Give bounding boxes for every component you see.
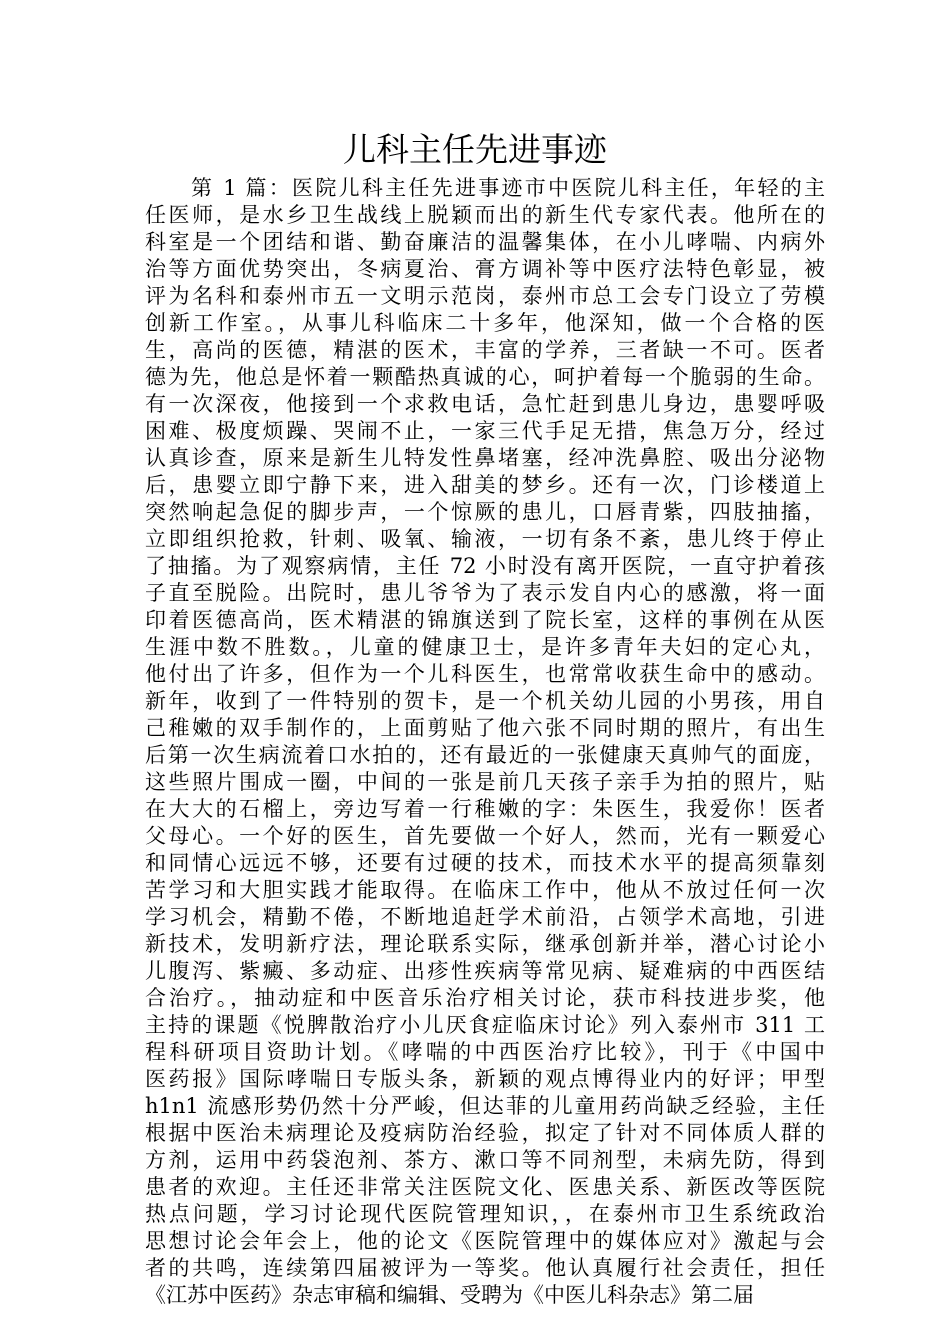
body-line: 方剂，运用中药袋泡剂、茶方、漱口等不同剂型，未病先防，得到 — [145, 1148, 825, 1172]
body-line: 主持的课题《悦脾散治疗小儿厌食症临床讨论》列入泰州市 311 工 — [145, 1013, 825, 1037]
body-line: 患者的欢迎。主任还非常关注医院文化、医患关系、新医改等医院 — [145, 1175, 825, 1199]
body-line: 印着医德高尚，医术精湛的锦旗送到了院长室，这样的事例在从医 — [145, 608, 825, 632]
body-line: 后第一次生病流着口水拍的，还有最近的一张健康天真帅气的面庞， — [145, 743, 825, 767]
body-line: 根据中医治未病理论及疫病防治经验，拟定了针对不同体质人群的 — [145, 1121, 825, 1145]
body-line: 他付出了许多，但作为一个儿科医生，也常常收获生命中的感动。 — [145, 662, 825, 686]
body-line: 思想讨论会年会上，他的论文《医院管理中的媒体应对》激起与会 — [145, 1229, 825, 1253]
document-title: 儿科主任先进事迹 — [343, 130, 607, 169]
body-line: 在大大的石榴上，旁边写着一行稚嫩的字：朱医生，我爱你！医者 — [145, 797, 825, 821]
body-line: h1n1 流感形势仍然十分严峻，但达菲的儿童用药尚缺乏经验，主任 — [145, 1094, 825, 1118]
body-line: 有一次深夜，他接到一个求救电话，急忙赶到患儿身边，患婴呼吸 — [145, 392, 825, 416]
body-line: 儿腹泻、紫癜、多动症、出疹性疾病等常见病、疑难病的中西医结 — [145, 959, 825, 983]
body-line: 认真诊查，原来是新生儿特发性鼻堵塞，经冲洗鼻腔、吸出分泌物 — [145, 446, 825, 470]
body-line: 父母心。一个好的医生，首先要做一个好人，然而，光有一颗爱心 — [145, 824, 825, 848]
body-line: 德为先，他总是怀着一颗酷热真诚的心，呵护着每一个脆弱的生命。 — [145, 365, 825, 389]
body-line: 新年，收到了一件特别的贺卡，是一个机关幼儿园的小男孩，用自 — [145, 689, 825, 713]
body-line: 生涯中数不胜数。，儿童的健康卫士，是许多青年夫妇的定心丸， — [145, 635, 825, 659]
body-line: 科室是一个团结和谐、勤奋廉洁的温馨集体，在小儿哮喘、内病外 — [145, 230, 825, 254]
body-line: 子直至脱险。出院时，患儿爷爷为了表示发自内心的感激，将一面 — [145, 581, 825, 605]
body-line: 《江苏中医药》杂志审稿和编辑、受聘为《中医儿科杂志》第二届 — [145, 1283, 754, 1307]
body-line: 评为名科和泰州市五一文明示范岗，泰州市总工会专门设立了劳模 — [145, 284, 825, 308]
body-line: 学习机会，精勤不倦，不断地追赶学术前沿，占领学术高地，引进 — [145, 905, 825, 929]
body-line: 热点问题，学习讨论现代医院管理知识，，在泰州市卫生系统政治 — [145, 1202, 825, 1226]
body-line: 苦学习和大胆实践才能取得。在临床工作中，他从不放过任何一次 — [145, 878, 825, 902]
body-line: 者的共鸣，连续第四届被评为一等奖。他认真履行社会责任，担任 — [145, 1256, 825, 1280]
body-line: 合治疗。，抽动症和中医音乐治疗相关讨论，获市科技进步奖，他 — [145, 986, 825, 1010]
body-line: 突然响起急促的脚步声，一个惊厥的患儿，口唇青紫，四肢抽搐， — [145, 500, 825, 524]
body-line: 医药报》国际哮喘日专版头条，新颖的观点博得业内的好评；甲型 — [145, 1067, 825, 1091]
body-line: 生，高尚的医德，精湛的医术，丰富的学养，三者缺一不可。医者 — [145, 338, 825, 362]
body-line: 任医师，是水乡卫生战线上脱颖而出的新生代专家代表。他所在的 — [145, 203, 825, 227]
body-line: 了抽搐。为了观察病情，主任 72 小时没有离开医院，一直守护着孩 — [145, 554, 825, 578]
body-line: 程科研项目资助计划。《哮喘的中西医治疗比较》，刊于《中国中 — [145, 1040, 825, 1064]
body-line: 新技术，发明新疗法，理论联系实际，继承创新并举，潜心讨论小 — [145, 932, 825, 956]
body-line: 第 1 篇：医院儿科主任先进事迹市中医院儿科主任，年轻的主 — [191, 176, 825, 200]
document-body — [145, 175, 825, 1309]
body-line: 治等方面优势突出，冬病夏治、膏方调补等中医疗法特色彰显，被 — [145, 257, 825, 281]
body-line: 立即组织抢救，针刺、吸氧、输液，一切有条不紊，患儿终于停止 — [145, 527, 825, 551]
body-line: 己稚嫩的双手制作的，上面剪贴了他六张不同时期的照片，有出生 — [145, 716, 825, 740]
body-line: 后，患婴立即宁静下来，进入甜美的梦乡。还有一次，门诊楼道上 — [145, 473, 825, 497]
body-line: 困难、极度烦躁、哭闹不止，一家三代手足无措，焦急万分，经过 — [145, 419, 825, 443]
body-line: 创新工作室。，从事儿科临床二十多年，他深知，做一个合格的医 — [145, 311, 825, 335]
body-line: 和同情心远远不够，还要有过硬的技术，而技术水平的提高须靠刻 — [145, 851, 825, 875]
body-line: 这些照片围成一圈，中间的一张是前几天孩子亲手为拍的照片，贴 — [145, 770, 825, 794]
